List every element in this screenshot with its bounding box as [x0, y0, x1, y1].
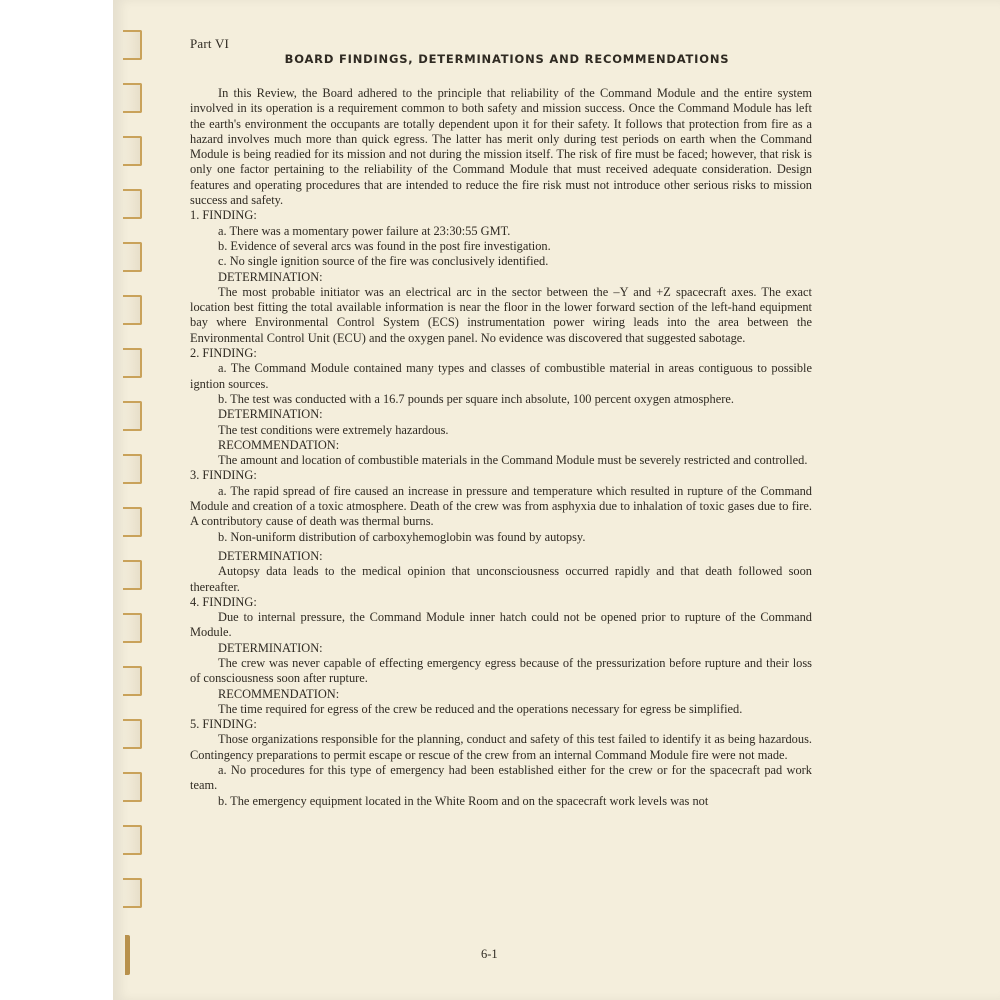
- determination-3-text: Autopsy data leads to the medical opinion that unconsciousness occurred rapidly and that death followed soon thereafter.: [190, 564, 812, 594]
- binding-ring: [123, 83, 142, 113]
- binding-ring: [125, 935, 130, 975]
- binding-ring: [123, 136, 142, 166]
- binding-ring: [123, 666, 142, 696]
- binding-ring: [123, 30, 142, 60]
- binding-ring: [123, 348, 142, 378]
- finding-4-text: Due to internal pressure, the Command Module inner hatch could not be opened prior to rupture of the Command Module.: [190, 610, 812, 640]
- recommendation-2-label: RECOMMENDATION:: [218, 437, 340, 452]
- binding-ring: [123, 560, 142, 590]
- binding-ring: [123, 189, 142, 219]
- binding-ring: [123, 613, 142, 643]
- finding-4-label: 4. FINDING:: [190, 594, 257, 609]
- finding-3-b: b. Non-uniform distribution of carboxyhemoglobin was found by autopsy.: [218, 529, 586, 544]
- finding-5-text: Those organizations responsible for the planning, conduct and safety of this test failed to identify it as being hazardous. Contingency preparations to permit escape or rescue of the crew from an internal Command Module fire were not made.: [190, 732, 812, 762]
- document-body: [190, 86, 812, 809]
- recommendation-4-text: The time required for egress of the crew be reduced and the operations necessary for egress be simplified.: [218, 701, 743, 716]
- finding-1-label: 1. FINDING:: [190, 208, 257, 223]
- binding-ring: [123, 454, 142, 484]
- determination-1-label: DETERMINATION:: [218, 269, 323, 284]
- binding-ring: [123, 295, 142, 325]
- binding-ring: [123, 719, 142, 749]
- finding-2-a: a. The Command Module contained many types and classes of combustible material in areas contiguous to possible igntion sources.: [190, 361, 812, 391]
- determination-2-text: The test conditions were extremely hazardous.: [218, 422, 449, 437]
- recommendation-4-label: RECOMMENDATION:: [218, 686, 340, 701]
- finding-3-label: 3. FINDING:: [190, 468, 257, 483]
- finding-5-a: a. No procedures for this type of emergency had been established either for the crew or for the spacecraft pad work team.: [190, 763, 812, 793]
- finding-2-label: 2. FINDING:: [190, 346, 257, 361]
- binding-ring: [123, 507, 142, 537]
- binding-ring: [123, 878, 142, 908]
- determination-4-text: The crew was never capable of effecting emergency egress because of the pressurization before rupture and their loss of consciousness soon after rupture.: [190, 655, 812, 686]
- page-number: 6-1: [481, 947, 498, 961]
- finding-3-a: a. The rapid spread of fire caused an increase in pressure and temperature which resulted in rupture of the Command Module and creation of a toxic atmosphere. Death of the crew was from asphyxia due to inhalation of toxic gases due to fire. A contributory cause of death was thermal burns.: [190, 483, 812, 529]
- finding-5-b: b. The emergency equipment located in the White Room and on the spacecraft work levels was not: [218, 793, 709, 808]
- binding-ring: [123, 242, 142, 272]
- spiral-binding: [113, 0, 153, 1000]
- determination-2-label: DETERMINATION:: [218, 407, 323, 422]
- recommendation-2-text: The amount and location of combustible materials in the Command Module must be severely restricted and controlled.: [218, 453, 808, 468]
- page-title: BOARD FINDINGS, DETERMINATIONS AND RECOMMENDATIONS: [284, 52, 730, 66]
- finding-2-b: b. The test was conducted with a 16.7 pounds per square inch absolute, 100 percent oxygen atmosphere.: [218, 391, 734, 406]
- determination-1-text: The most probable initiator was an electrical arc in the sector between the –Y and +Z spacecraft axes. The exact location best fitting the total available information is near the floor in the lower forward section of the left-hand equipment bay where Environmental Control System (ECS) instrumentation power wiring leads into the area between the Environmental Control Unit (ECU) and the oxygen panel. No evidence was discovered that suggested sabotage.: [190, 284, 812, 345]
- finding-1-a: a. There was a momentary power failure at 23:30:55 GMT.: [218, 223, 511, 238]
- binding-ring: [123, 401, 142, 431]
- binding-ring: [123, 825, 142, 855]
- part-label: Part VI: [190, 36, 230, 51]
- finding-1-c: c. No single ignition source of the fire was conclusively identified.: [218, 254, 549, 269]
- determination-4-label: DETERMINATION:: [218, 640, 323, 655]
- finding-1-b: b. Evidence of several arcs was found in the post fire investigation.: [218, 238, 551, 253]
- determination-3-label: DETERMINATION:: [218, 548, 323, 563]
- intro-paragraph: In this Review, the Board adhered to the principle that reliability of the Command Module and the entire system involved in its operation is a requirement common to both safety and mission success. Once the Command Module has left the earth's environment the occupants are totally dependent upon it for their safety. It follows that protection from fire as a hazard involves much more than quick egress. The latter has merit only during test periods on earth when the Command Module is being readied for its mission and not during the mission itself. The risk of fire must be faced; however, that risk is only one factor pertaining to the reliability of the Command Module that must received adequate consideration. Design features and operating procedures that are intended to reduce the fire risk must not introduce other serious risks to mission success and safety.: [190, 86, 812, 208]
- finding-5-label: 5. FINDING:: [190, 717, 257, 732]
- binding-ring: [123, 772, 142, 802]
